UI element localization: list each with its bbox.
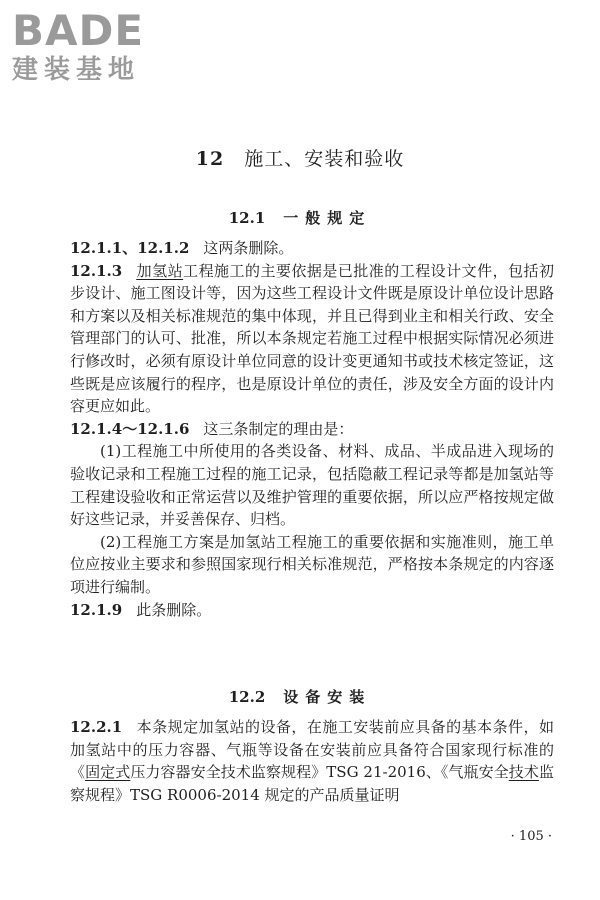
clause-text: 这两条删除。 bbox=[203, 239, 294, 257]
logo-wordmark: BADE bbox=[12, 6, 145, 55]
clause-label: 12.1.3 bbox=[70, 261, 123, 280]
clause-label: 12.1.1、12.1.2 bbox=[70, 239, 190, 257]
clause-12-1-9 bbox=[70, 599, 554, 622]
underlined-term: 技术 bbox=[508, 763, 539, 782]
clause-12-1-1 bbox=[70, 237, 554, 260]
section-number: 12.2 bbox=[228, 688, 266, 706]
clause-text: 工程施工的主要依据是已批准的工程设计文件，包括初步设计、施工图设计等，因为这些工程设计文件既是原设计单位设计思路和方案以及相关标准规范的集中体现，并且已得到业主和相关行政、安全管理部门的认可、批准，所以本条规定若施工过程中根据实际情况必须进行修改时，必须有原设计单位同意的设计变更通知书或技术核定签证，这些既是应该履行的程序，也是原设计单位的责任，涉及安全方面的设计内容更应如此。 bbox=[70, 261, 554, 416]
section-heading-12-1 bbox=[0, 207, 600, 228]
chapter-number: 12 bbox=[195, 148, 225, 170]
paragraph-item-1: (1)工程施工中所使用的各类设备、材料、成品、半成品进入现场的验收记录和工程施工过程的施工记录，包括隐蔽工程记录等都是加氢站等工程建设验收和正常运营以及维护管理的重要依据，所以应严格按规定做好这些记录，并妥善保存、归档。 bbox=[70, 442, 554, 529]
section-title: 一般规定 bbox=[283, 209, 372, 227]
clause-12-2-1 bbox=[70, 716, 554, 806]
logo bbox=[12, 8, 182, 88]
logo-subtitle: 建装基地 bbox=[12, 55, 141, 85]
section-12-2-body bbox=[70, 716, 554, 806]
clause-12-1-4 bbox=[70, 418, 554, 441]
clause-label: 12.1.4～12.1.6 bbox=[70, 419, 190, 438]
section-12-1-body bbox=[70, 237, 554, 621]
clause-label: 12.2.1 bbox=[70, 718, 123, 736]
clause-text: 压力容器安全技术监察规程》TSG 21-2016、《气瓶安全 bbox=[130, 763, 509, 782]
paragraph-item-2: (2)工程施工方案是加氢站工程施工的重要依据和实施准则，施工单位应按业主要求和参照国家现行相关标准规范，严格按本条规定的内容逐项进行编制。 bbox=[70, 532, 554, 596]
underlined-term: 加氢站 bbox=[136, 261, 184, 280]
chapter-title: 施工、安装和验收 bbox=[244, 148, 405, 170]
page-number: · 105 · bbox=[510, 829, 552, 844]
underlined-term: 固定式 bbox=[85, 763, 131, 782]
clause-text: 本条规定加氢站的设备，在施工安装前应具备的基本条件，如加氢站中的压力容器、气瓶等设备在安装前应具备符合国家现行标准的《 bbox=[70, 718, 554, 782]
clause-label: 12.1.9 bbox=[70, 600, 123, 619]
clause-text: 监察规程》TSG R0006-2014 规定的产品质量证明 bbox=[70, 763, 554, 804]
clause-12-1-3 bbox=[70, 260, 554, 418]
section-title: 设备安装 bbox=[283, 688, 372, 706]
section-number: 12.1 bbox=[228, 209, 266, 227]
chapter-heading bbox=[0, 144, 600, 171]
clause-text: 这三条制定的理由是： bbox=[203, 419, 354, 438]
section-heading-12-2 bbox=[0, 686, 600, 707]
clause-text: 此条删除。 bbox=[136, 600, 212, 619]
